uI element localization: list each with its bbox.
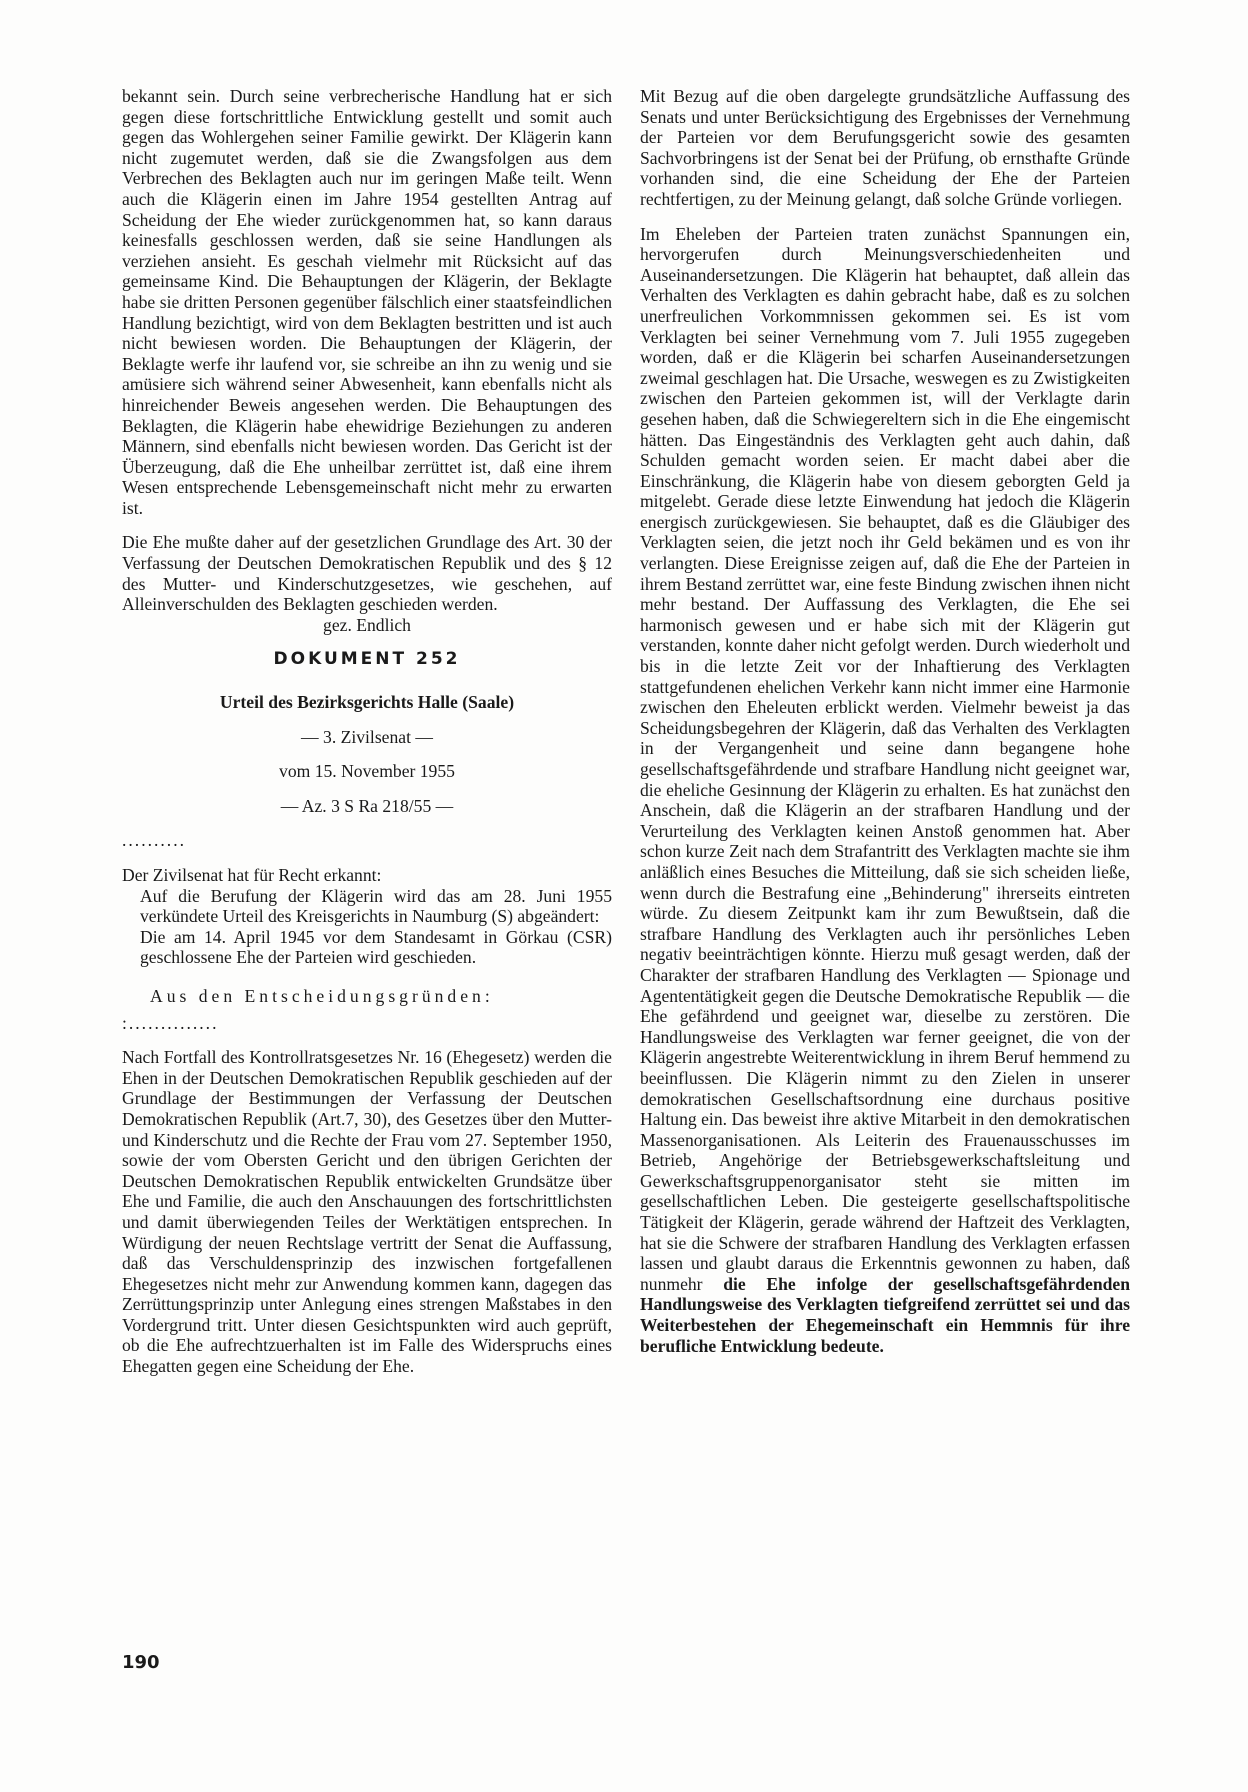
omission-dots: .......... [122, 830, 186, 851]
ruling-paragraph-1: Auf die Berufung der Klägerin wird das am 28. Juni 1955 verkündete Urteil des Kreisgerichts in Naumburg (S) abgeändert: [140, 885, 612, 927]
left-paragraph-1: bekannt sein. Durch seine verbrecherische Handlung hat er sich gegen diese fortschrittliche Entwicklung gestellt und somit auch gegen das Wohlergehen seiner Familie gewirkt. Der Klägerin kann nicht zugemutet werden, daß sie die Zwangsfolgen aus dem Verbrechen des Beklagten auch nur im geringen Maße teilt. Wenn auch die Klägerin einen im Jahre 1954 gestellten Antrag auf Scheidung der Ehe wieder zurückgenommen hat, so kann daraus keinesfalls geschlossen werden, daß sie seine Handlungen als verziehen ansieht. Es geschah vielmehr mit Rücksicht auf das gemeinsame Kind. Die Behauptungen der Klägerin, der Beklagte habe sie dritten Personen gegenüber fälschlich einer staatsfeindlichen Handlung bezichtigt, wird von dem Beklagten bestritten und ist auch nicht bewiesen worden. Die Behauptungen der Klägerin, der Beklagte werfe ihr laufend vor, sie schreibe an ihn zu wenig und sie amüsiere sich während seiner Abwesenheit, kann ebenfalls nicht als hinreichender Beweis angesehen werden. Die Behauptungen des Beklagten, die Klägerin habe ehewidrige Beziehungen zu anderen Männern, sind ebenfalls nicht bewiesen worden. Das Gericht ist der Überzeugung, daß die Ehe unheilbar zerrüttet ist, daß eine ihrem Wesen entsprechende Lebensgemeinschaft nicht mehr zu erwarten ist. [122, 86, 612, 518]
right-paragraph-2-text: Im Eheleben der Parteien traten zunächst Spannungen ein, hervorgerufen durch Meinungsverschiedenheiten und Auseinandersetzungen. Die Klägerin hat behauptet, daß allein das Verhalten des Verklagten es dahin gebracht habe, daß es zu solchen unerfreulichen Vorkommnissen gekommen sei. Es ist vom Verklagten bei seiner Vernehmung vom 7. Juli 1955 zugegeben worden, daß er die Klägerin bei scharfen Auseinandersetzungen zweimal geschlagen hat. Die Ursache, weswegen es zu Zwistigkeiten zwischen den Parteien gekommen ist, will der Verklagte darin gesehen haben, daß die Schwiegereltern sich in die Ehe eingemischt hätten. Das Eingeständnis des Verklagten geht auch dahin, daß Schulden gemacht worden seien. Er macht dabei aber die Einschränkung, die Klägerin habe von diesem geborgten Geld ja mitgelebt. Gerade diese letzte Einwendung hat jedoch die Klägerin energisch zurückgewiesen. Sie behauptet, daß es die Gläubiger des Verklagten seien, die jetzt noch ihr Geld bekämen und es von ihr verlangten. Diese Ereignisse zeigen auf, daß die Ehe der Parteien in ihrem Bestand zerrüttet war, eine feste Bindung zwischen ihnen nicht mehr bestand. Der Auffassung des Verklagten, die Ehe sei harmonisch gewesen und er habe sich mit der Klägerin gut verstanden, konnte daher nicht gefolgt werden. Durch wiederholt und bis in die letzte Zeit vor der Inhaftierung des Verklagten stattgefundenen ehelichen Verkehr kann nicht immer eine Harmonie zwischen den Eheleuten erblickt werden. Vielmehr beweist ja das Scheidungsbegehren der Klägerin, daß das Verhalten des Verklagten in der Vergangenheit und seine dann begangene hohe gesellschaftsgefährdende und strafbare Handlung nicht geeignet war, die eheliche Gesinnung der Klägerin zu erhalten. Es hat zunächst den Anschein, daß die Klägerin an der strafbaren Handlung und der Verurteilung des Verklagten keinen Anstoß genommen hat. Aber schon kurze Zeit nach dem Strafantritt des Verklagten machte sie ihm anläßlich eines Besuches die Mitteilung, daß sie sich scheiden ließe, wenn durch die Bestrafung eine „Behinderung" ihrerseits eintreten würde. Zu diesem Zeitpunkt kam ihr zum Bewußtsein, daß die strafbare Handlung des Verklagten auch ihr persönliches Leben negativ beeinträchtigen könnte. Hierzu muß gesagt werden, daß der Charakter der strafbaren Handlung des Verklagten — Spionage und Agententätigkeit gegen die Deutsche Demokratische Republik — die Ehe gefährdend und geeignet war, dieselbe zu zerstören. Die Handlungsweise des Verklagten war ferner geeignet, die von der Klägerin angestrebte Weiterentwicklung in ihrem Beruf hemmend zu beeinflussen. Die Klägerin nimmt zu den Zielen in unserer demokratischen Gesellschaftsordnung eine durchaus positive Haltung ein. Das beweist ihre aktive Mitarbeit in den demokratischen Massenorganisationen. Als Leiterin des Frauenausschusses im Betrieb, Angehörige der Betriebsgewerkschaftsleitung und Gewerkschaftsgruppenorganisator steht sie mitten im gesellschaftlichen Leben. Die gesteigerte gesellschaftspolitische Tätigkeit der Klägerin, gerade während der Haftzeit des Verklagten, hat sie die Schwere der strafbaren Handlung des Verklagten erfassen lassen und glaubt daraus die Erkenntnis gewonnen zu haben, daß nunmehr [640, 223, 1130, 1294]
document-heading: DOKUMENT 252 [273, 649, 461, 670]
right-paragraph-2-bold: die Ehe infolge der gesellschaftsgefährdenden Handlungsweise des Verklagten tiefgreifend zerrüttet sei und das Weiterbestehen der Ehegemeinschaft ein Hemmnis für ihre berufliche Entwicklung bedeute. [640, 1273, 1130, 1356]
ruling-paragraph-2: Die am 14. April 1945 vor dem Standesamt in Görkau (CSR) geschlossene Ehe der Parteien wird geschieden. [140, 926, 612, 968]
left-paragraph-2: Die Ehe mußte daher auf der gesetzlichen Grundlage des Art. 30 der Verfassung der Deutschen Demokratischen Republik und des § 12 des Mutter- und Kinderschutzgesetzes, wie geschehen, auf Alleinverschulden des Beklagten geschieden werden. [122, 532, 612, 615]
senate-line: — 3. Zivilsenat — [301, 726, 433, 747]
left-column [122, 86, 612, 1377]
reasons-heading: Aus den Entscheidungsgründen: [150, 985, 494, 1006]
omission-dots-2: :.............. [122, 1012, 219, 1033]
signature: gez. Endlich [323, 614, 411, 635]
right-paragraph-1: Mit Bezug auf die oben dargelegte grundsätzliche Auffassung des Senats und unter Berücksichtigung des Ergebnisses der Vernehmung der Parteien vor dem Berufungsgericht sowie des gesamten Sachvorbringens ist der Senat bei der Prüfung, ob ernsthafte Gründe vorhanden sind, die eine Scheidung der Ehe der Parteien rechtfertigen, zu der Meinung gelangt, daß solche Gründe vorliegen. [640, 86, 1130, 209]
right-column [640, 86, 1130, 1356]
court-title: Urteil des Bezirksgerichts Halle (Saale) [219, 692, 515, 713]
right-paragraph-2 [640, 224, 1130, 1357]
ruling-intro: Der Zivilsenat hat für Recht erkannt: [122, 865, 382, 885]
date-line: vom 15. November 1955 [279, 761, 455, 782]
case-number: — Az. 3 S Ra 218/55 — [280, 795, 454, 816]
page-number: 190 [122, 1652, 160, 1673]
left-paragraph-3: Nach Fortfall des Kontrollratsgesetzes Nr. 16 (Ehegesetz) werden die Ehen in der Deutschen Demokratischen Republik geschieden auf der Grundlage der Bestimmungen der Verfassung der Deutschen Demokratischen Republik (Art.7, 30), des Gesetzes über den Mutter- und Kinderschutz und die Rechte der Frau vom 27. September 1950, sowie der vom Obersten Gericht und den übrigen Gerichten der Deutschen Demokratischen Republik entwickelten Grundsätze über Ehe und Familie, die auch den Anschauungen des fortschrittlichsten und damit überwiegenden Teiles der Werktätigen entsprechen. In Würdigung der neuen Rechtslage vertritt der Senat die Auffassung, daß das Verschuldensprinzip des inzwischen fortgefallenen Ehegesetzes nicht mehr zur Anwendung kommen kann, dagegen das Zerrüttungsprinzip unter Anlegung eines strengen Maßstabes in den Vordergrund tritt. Unter diesen Gesichtspunkten wird auch geprüft, ob die Ehe aufrechtzuerhalten ist im Falle des Widerspruchs eines Ehegatten gegen eine Scheidung der Ehe. [122, 1047, 612, 1377]
